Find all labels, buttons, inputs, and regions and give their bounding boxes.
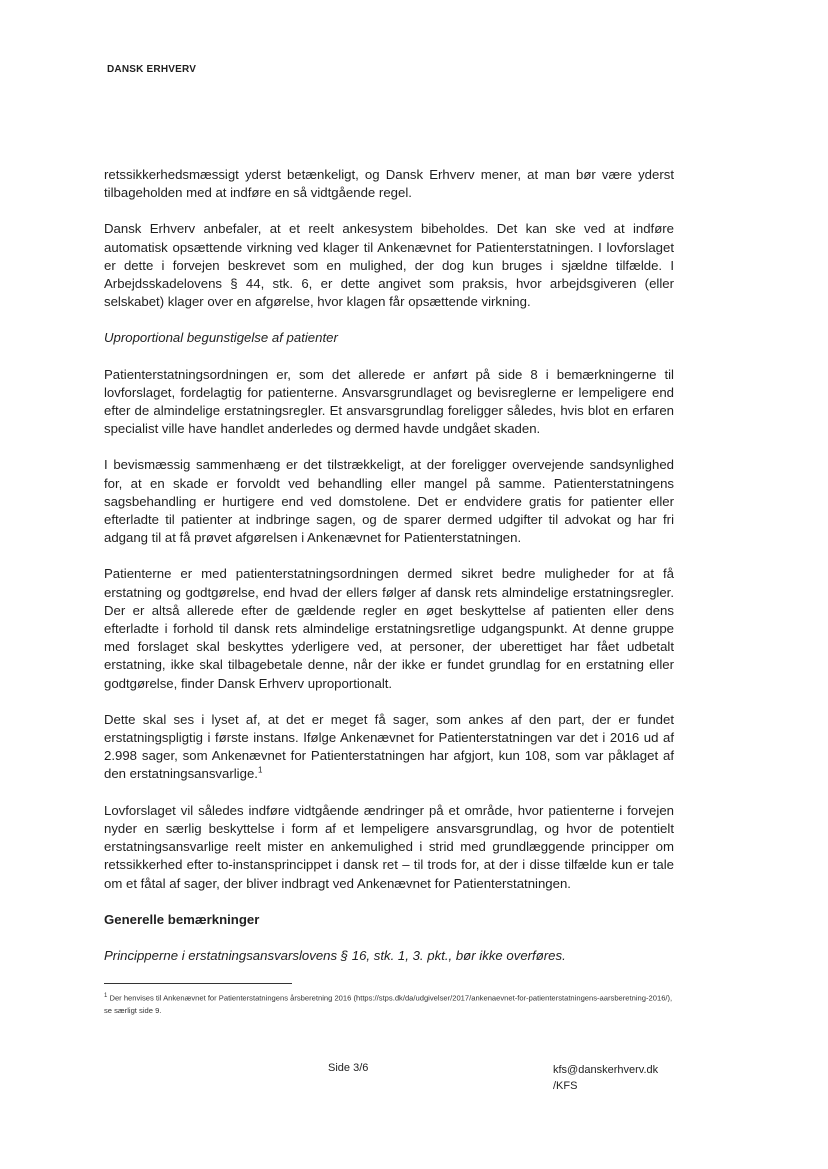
section-heading: Generelle bemærkninger xyxy=(104,911,260,927)
paragraph-1: retssikkerhedsmæssigt yderst betænkeligt, og Dansk Erhverv mener, at man bør være yderst tilbageholden med at indføre en så vidtgående regel. xyxy=(104,167,674,201)
footer-contact xyxy=(553,1062,658,1094)
paragraph-4: I bevismæssig sammenhæng er det tilstrækkeligt, at der foreligger overvejende sandsynlighed for, at en skade er forvoldt ved behandling eller mangel på samme. Patienterstatningens sagsbehandling er hurtigere end ved domstolene. Det er endvidere gratis for patienter eller efterladte til patienter at indbringe sagen, og de sparer dermed udgifter til advokat og har fri adgang til at få prøvet afgørelsen i Ankenævnet for Patienterstatningen. xyxy=(104,457,674,546)
footnote-text: Der henvises til Ankenævnet for Patienterstatningens årsberetning 2016 (https://stps.dk/da/udgivelser/2017/ankenaevnet-for-patienterstatningens-aarsberetning-2016/), se særligt side 9. xyxy=(104,993,673,1015)
paragraph-7: Lovforslaget vil således indføre vidtgående ændringer på et område, hvor patienterne i forvejen nyder en særlig beskyttelse i form af et lempeligere ansvarsgrundlag, og hvor de potentielt erstatningsansvarlige reelt mister en ankemulighed i strid med grundlæggende principper om retssikkerhed efter to-instansprincippet i dansk ret – til trods for, at der i disse tilfælde kun er tale om et fåtal af sager, der bliver indbragt ved Ankenævnet for Patienterstatningen. xyxy=(104,802,674,891)
italic-statement: Principperne i erstatningsansvarslovens § 16, stk. 1, 3. pkt., bør ikke overføres. xyxy=(104,947,566,963)
paragraph-5: Patienterne er med patienterstatningsordningen dermed sikret bedre muligheder for at få erstatning og godtgørelse, end hvad der ellers følger af dansk rets almindelige erstatningsregler. Der er altså allerede efter de gældende regler en øget beskyttelse af patienten eller dens efterladte i forhold til dansk rets almindelige erstatningsretlige udgangspunkt. At denne gruppe med forslaget skal beskyttes yderligere ved, at personer, der uberettiget har fået udbetalt erstatning, ikke skal tilbagebetale denne, når der ikke er fundet grundlag for en erstatning eller godtgørelse, finder Dansk Erhverv uproportionalt. xyxy=(104,566,674,691)
document-body xyxy=(104,166,674,965)
subheading: Uproportional begunstigelse af patienter xyxy=(104,330,338,346)
paragraph-6-text: Dette skal ses i lyset af, at det er meget få sager, som ankes af den part, der er fundet erstatningspligtig i første instans. Ifølge Ankenævnet for Patienterstatningen var det i 2016 ud af 2.998 sager, som Ankenævnet for Patienterstatningen har afgjort, kun 108, som var påklaget af den erstatningsansvarlige. xyxy=(104,711,674,782)
paragraph-3: Patienterstatningsordningen er, som det allerede er anført på side 8 i bemærkningerne til lovforslaget, fordelagtig for patienterne. Ansvarsgrundlaget og bevisreglerne er lempeligere end efter de almindelige erstatningsregler. Et ansvarsgrundlag foreligger således, hvis blot en erfaren specialist ville have handlet anderledes og dermed havde undgået skaden. xyxy=(104,366,674,437)
page-number: Side 3/6 xyxy=(328,1062,369,1074)
footnote-reference[interactable]: 1 xyxy=(257,766,263,776)
footnote xyxy=(104,990,674,1017)
organization-header: DANSK ERHVERV xyxy=(107,64,197,75)
paragraph-6 xyxy=(104,711,674,784)
footnote-marker: 1 xyxy=(104,993,108,999)
footnote-divider xyxy=(104,983,292,984)
contact-email[interactable]: kfs@danskerhverv.dk xyxy=(553,1064,659,1076)
paragraph-2: Dansk Erhverv anbefaler, at et reelt ankesystem bibeholdes. Det kan ske ved at indføre automatisk opsættende virkning ved klager til Ankenævnet for Patienterstatningen. I lovforslaget er dette i forvejen beskrevet som en mulighed, der dog kun bruges i sjældne tilfælde. I Arbejdsskadelovens § 44, stk. 6, er dette angivet som praksis, hvor arbejdsgiveren (eller selskabet) klager over en afgørelse, hvor klagen får opsættende virkning. xyxy=(104,221,674,310)
contact-initials: /KFS xyxy=(553,1080,578,1092)
